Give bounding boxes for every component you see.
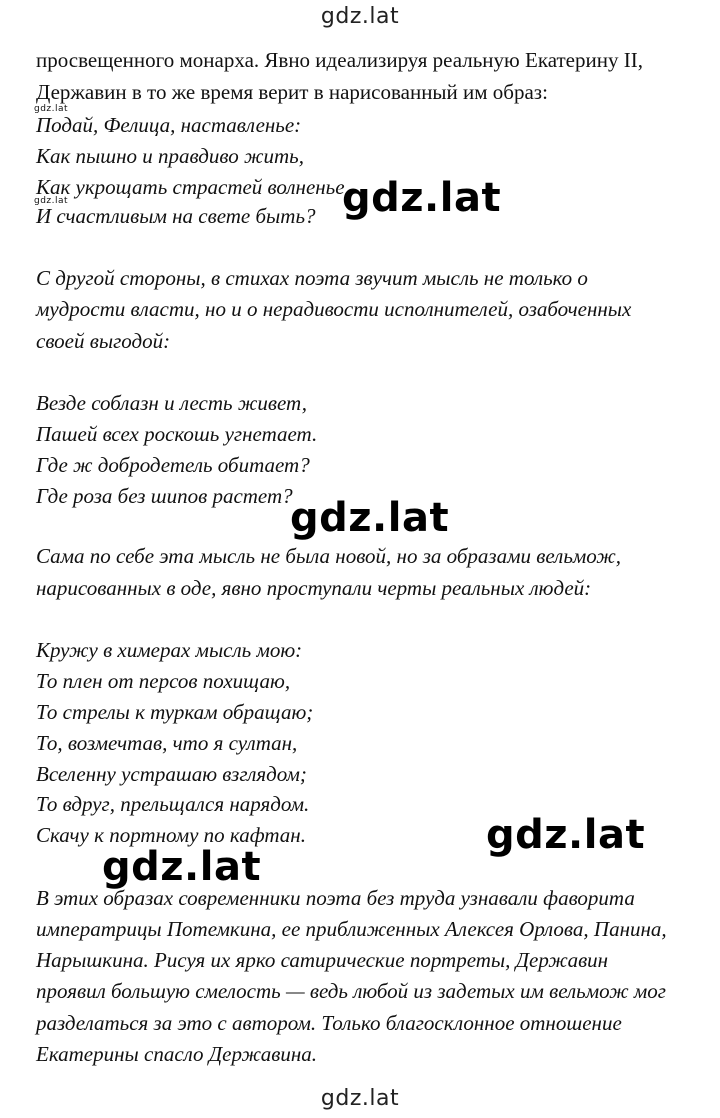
- text-line: своей выгодой:: [36, 329, 171, 353]
- verse-line: Как пышно и правдиво жить,: [36, 144, 304, 168]
- text-line: императрицы Потемкина, ее приближенных Алексея Орлова, Панина,: [36, 917, 667, 941]
- text-line: Екатерины спасло Державина.: [36, 1042, 318, 1066]
- verse-line: Кружу в химерах мысль мою:: [36, 638, 303, 662]
- text-line: проявил большую смелость — ведь любой из задетых им вельмож мог: [36, 979, 666, 1003]
- verse-line: Везде соблазн и лесть живет,: [36, 391, 307, 415]
- text-line: нарисованных в оде, явно проступали черты реальных людей:: [36, 576, 592, 600]
- watermark-small: gdz.lat: [34, 196, 69, 206]
- verse-line: И счастливым на свете быть?: [36, 204, 316, 228]
- verse-line: Как укрощать страстей волненье: [36, 175, 345, 199]
- watermark-big: gdz.lat: [486, 812, 646, 858]
- verse-line: То стрелы к туркам обращаю;: [36, 700, 314, 724]
- verse-line: То плен от персов похищаю,: [36, 669, 291, 693]
- watermark-bottom: gdz.lat: [320, 1086, 400, 1111]
- verse-line: Где ж добродетель обитает?: [36, 453, 310, 477]
- verse-line: Где роза без шипов растет?: [36, 484, 293, 508]
- text-line: С другой стороны, в стихах поэта звучит мысль не только о: [36, 266, 588, 290]
- text-line: В этих образах современники поэта без труда узнавали фаворита: [36, 886, 635, 910]
- text-line: Сама по себе эта мысль не была новой, но за образами вельмож,: [36, 544, 622, 568]
- text-line: Нарышкина. Рисуя их ярко сатирические портреты, Державин: [36, 948, 609, 972]
- text-line: разделаться за это с автором. Только благосклонное отношение: [36, 1011, 622, 1035]
- verse-line: То вдруг, прельщался нарядом.: [36, 792, 310, 816]
- watermark-big: gdz.lat: [290, 495, 450, 541]
- watermark-big: gdz.lat: [342, 175, 502, 221]
- watermark-top: gdz.lat: [320, 4, 400, 29]
- text-line: мудрости власти, но и о нерадивости исполнителей, озабоченных: [36, 297, 632, 321]
- verse-line: Скачу к портному по кафтан.: [36, 823, 306, 847]
- verse-line: Подай, Фелица, наставленье:: [36, 113, 302, 137]
- watermark-big: gdz.lat: [102, 844, 262, 890]
- watermark-small: gdz.lat: [34, 104, 69, 114]
- text-line: Державин в то же время верит в нарисованный им образ:: [36, 80, 548, 104]
- text-line: просвещенного монарха. Явно идеализируя реальную Екатерину II,: [36, 48, 643, 72]
- verse-line: Вселенну устрашаю взглядом;: [36, 762, 307, 786]
- verse-line: Пашей всех роскошь угнетает.: [36, 422, 318, 446]
- verse-line: То, возмечтав, что я султан,: [36, 731, 298, 755]
